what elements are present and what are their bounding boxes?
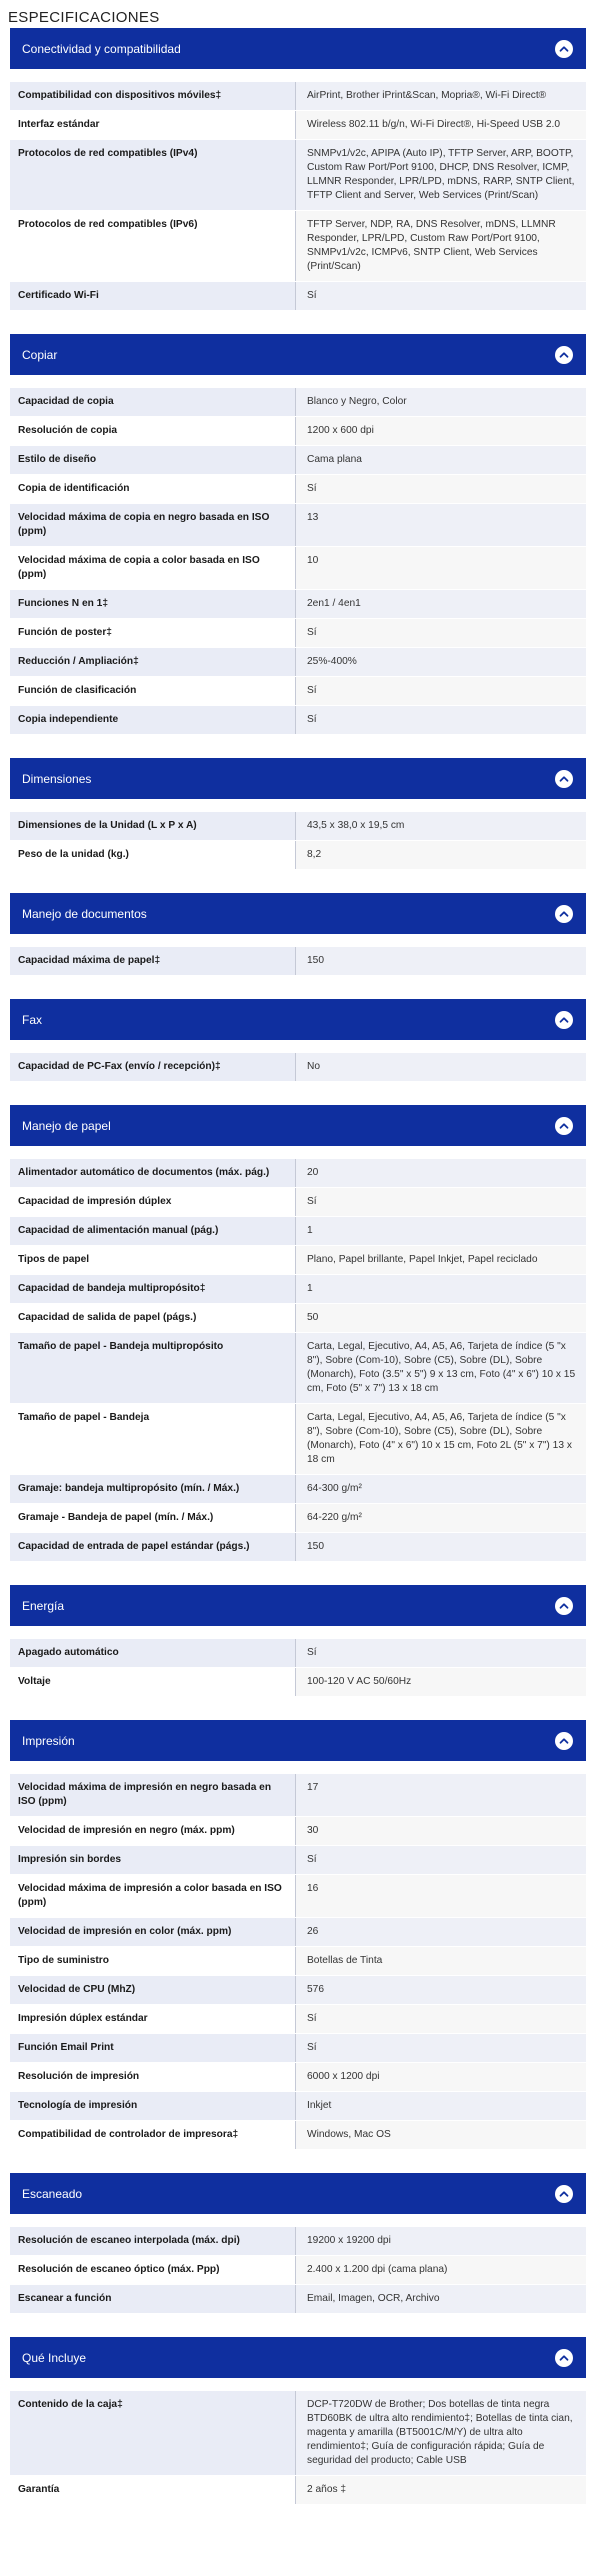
spec-row (10, 2034, 586, 2063)
spec-label: Protocolos de red compatibles (IPv4) (10, 140, 296, 210)
spec-row (10, 947, 586, 976)
spec-row (10, 1875, 586, 1918)
spec-label: Gramaje: bandeja multipropósito (mín. / Máx.) (10, 1475, 296, 1503)
spec-value: DCP-T720DW de Brother; Dos botellas de tinta negra BTD60BK de ultra alto rendimiento‡; Botellas de tinta cian, magenta y amarilla (BT5001C/M/Y) de ultra alto rendimiento‡; Guía de configuración rápida; Guía de seguridad del producto; Cable USB (296, 2391, 586, 2475)
spec-row (10, 1304, 586, 1333)
spec-label: Velocidad máxima de impresión a color basada en ISO (ppm) (10, 1875, 296, 1917)
spec-row (10, 1774, 586, 1817)
spec-row (10, 2391, 586, 2476)
spec-value: Sí (296, 282, 586, 310)
section-title: Impresión (22, 1733, 75, 1748)
section-spacer (0, 976, 596, 999)
spec-table (10, 1639, 586, 1697)
spec-value: Wireless 802.11 b/g/n, Wi-Fi Direct®, Hi-Speed USB 2.0 (296, 111, 586, 139)
spec-row (10, 140, 586, 211)
spec-label: Impresión dúplex estándar (10, 2005, 296, 2033)
section-spacer (0, 1562, 596, 1585)
spec-label: Función de poster‡ (10, 619, 296, 647)
spec-label: Protocolos de red compatibles (IPv6) (10, 211, 296, 281)
spec-row (10, 590, 586, 619)
spec-label: Dimensiones de la Unidad (L x P x A) (10, 812, 296, 840)
spec-row (10, 1188, 586, 1217)
spec-section (10, 758, 586, 870)
spec-label: Resolución de escaneo interpolada (máx. dpi) (10, 2227, 296, 2255)
spec-value: 50 (296, 1304, 586, 1332)
page-title: ESPECIFICACIONES (8, 9, 160, 26)
specifications-list (0, 28, 596, 2528)
spec-value: Inkjet (296, 2092, 586, 2120)
spec-row (10, 1275, 586, 1304)
spec-row (10, 706, 586, 735)
chevron-up-icon[interactable] (555, 2349, 573, 2367)
section-spacer (0, 2505, 596, 2528)
spec-section (10, 893, 586, 976)
spec-section (10, 334, 586, 735)
spec-value: 6000 x 1200 dpi (296, 2063, 586, 2091)
spec-value: 2en1 / 4en1 (296, 590, 586, 618)
spec-row (10, 2092, 586, 2121)
section-header[interactable] (10, 758, 586, 799)
spec-value: Blanco y Negro, Color (296, 388, 586, 416)
chevron-up-icon[interactable] (555, 905, 573, 923)
spec-label: Capacidad de bandeja multipropósito‡ (10, 1275, 296, 1303)
section-header[interactable] (10, 1720, 586, 1761)
section-title: Energía (22, 1598, 65, 1613)
spec-value: 30 (296, 1817, 586, 1845)
section-header[interactable] (10, 28, 586, 69)
spec-value: 150 (296, 947, 586, 975)
spec-value: Sí (296, 2034, 586, 2062)
spec-row (10, 1639, 586, 1668)
spec-label: Escanear a función (10, 2285, 296, 2313)
spec-value: 13 (296, 504, 586, 546)
spec-value: 2.400 x 1.200 dpi (cama plana) (296, 2256, 586, 2284)
spec-label: Velocidad máxima de copia a color basada en ISO (ppm) (10, 547, 296, 589)
section-title: Copiar (22, 347, 58, 362)
spec-row (10, 2063, 586, 2092)
spec-label: Velocidad de impresión en color (máx. ppm) (10, 1918, 296, 1946)
spec-section (10, 1105, 586, 1562)
section-header[interactable] (10, 1585, 586, 1626)
spec-value: Sí (296, 1188, 586, 1216)
spec-value: 1 (296, 1275, 586, 1303)
spec-row (10, 1053, 586, 1082)
chevron-up-icon[interactable] (555, 1597, 573, 1615)
spec-row (10, 841, 586, 870)
spec-label: Peso de la unidad (kg.) (10, 841, 296, 869)
spec-value: Windows, Mac OS (296, 2121, 586, 2149)
spec-section (10, 2173, 586, 2314)
spec-row (10, 2256, 586, 2285)
spec-value: Cama plana (296, 446, 586, 474)
spec-row (10, 475, 586, 504)
spec-row (10, 648, 586, 677)
spec-row (10, 504, 586, 547)
chevron-up-icon[interactable] (555, 1117, 573, 1135)
spec-row (10, 1976, 586, 2005)
chevron-up-icon[interactable] (555, 40, 573, 58)
spec-value: Botellas de Tinta (296, 1947, 586, 1975)
spec-label: Garantía (10, 2476, 296, 2504)
spec-row (10, 388, 586, 417)
section-header[interactable] (10, 1105, 586, 1146)
spec-label: Velocidad máxima de copia en negro basada en ISO (ppm) (10, 504, 296, 546)
spec-row (10, 1533, 586, 1562)
spec-value: Sí (296, 706, 586, 734)
spec-value: 16 (296, 1875, 586, 1917)
spec-label: Velocidad de impresión en negro (máx. ppm) (10, 1817, 296, 1845)
spec-row (10, 2227, 586, 2256)
spec-value: No (296, 1053, 586, 1081)
spec-label: Funciones N en 1‡ (10, 590, 296, 618)
spec-row (10, 2121, 586, 2150)
spec-row (10, 1217, 586, 1246)
spec-value: 43,5 x 38,0 x 19,5 cm (296, 812, 586, 840)
chevron-up-icon[interactable] (555, 1011, 573, 1029)
spec-value: Plano, Papel brillante, Papel Inkjet, Papel reciclado (296, 1246, 586, 1274)
spec-row (10, 1504, 586, 1533)
spec-label: Alimentador automático de documentos (máx. pág.) (10, 1159, 296, 1187)
spec-value: Sí (296, 2005, 586, 2033)
spec-value: 17 (296, 1774, 586, 1816)
spec-value: Sí (296, 677, 586, 705)
spec-row (10, 677, 586, 706)
spec-row (10, 446, 586, 475)
spec-row (10, 417, 586, 446)
chevron-up-icon[interactable] (555, 1732, 573, 1750)
spec-value: 2 años ‡ (296, 2476, 586, 2504)
spec-value: 1200 x 600 dpi (296, 417, 586, 445)
spec-value: 26 (296, 1918, 586, 1946)
spec-label: Capacidad de entrada de papel estándar (págs.) (10, 1533, 296, 1561)
section-title: Escaneado (22, 2186, 83, 2201)
spec-label: Resolución de copia (10, 417, 296, 445)
spec-label: Contenido de la caja‡ (10, 2391, 296, 2475)
spec-row (10, 1333, 586, 1404)
spec-label: Compatibilidad de controlador de impresora‡ (10, 2121, 296, 2149)
spec-table (10, 1053, 586, 1082)
spec-row (10, 1846, 586, 1875)
spec-row (10, 2005, 586, 2034)
spec-value: Carta, Legal, Ejecutivo, A4, A5, A6, Tarjeta de índice (5 "x 8"), Sobre (Com-10), Sobre (C5), Sobre (DL), Sobre (Monarch), Foto (3.5" x 5") 9 x 13 cm, Foto (4" x 6") 10 x 15 cm, Foto (5" x 7") 13 x 18 cm (296, 1333, 586, 1403)
spec-table (10, 812, 586, 870)
spec-label: Capacidad de PC-Fax (envío / recepción)‡ (10, 1053, 296, 1081)
spec-label: Resolución de escaneo óptico (máx. Ppp) (10, 2256, 296, 2284)
spec-section (10, 1585, 586, 1697)
spec-value: Sí (296, 1639, 586, 1667)
spec-label: Voltaje (10, 1668, 296, 1696)
section-header[interactable] (10, 893, 586, 934)
spec-value: 19200 x 19200 dpi (296, 2227, 586, 2255)
spec-section (10, 1720, 586, 2150)
spec-label: Copia de identificación (10, 475, 296, 503)
section-spacer (0, 311, 596, 334)
chevron-up-icon[interactable] (555, 2185, 573, 2203)
spec-row (10, 1246, 586, 1275)
spec-value: Sí (296, 475, 586, 503)
spec-value: 25%-400% (296, 648, 586, 676)
section-title: Manejo de papel (22, 1118, 111, 1133)
spec-label: Tamaño de papel - Bandeja (10, 1404, 296, 1474)
spec-table (10, 388, 586, 735)
spec-value: Carta, Legal, Ejecutivo, A4, A5, A6, Tarjeta de índice (5 "x 8"), Sobre (Com-10), Sobre (C5), Sobre (DL), Sobre (Monarch), Foto (4" x 6") 10 x 15 cm, Foto 2L (5" x 7") 13 x 18 cm (296, 1404, 586, 1474)
spec-label: Tipo de suministro (10, 1947, 296, 1975)
spec-label: Capacidad máxima de papel‡ (10, 947, 296, 975)
spec-value: Sí (296, 619, 586, 647)
chevron-up-icon[interactable] (555, 346, 573, 364)
section-title: Dimensiones (22, 771, 92, 786)
section-spacer (0, 1697, 596, 1720)
spec-section (10, 999, 586, 1082)
spec-label: Capacidad de salida de papel (págs.) (10, 1304, 296, 1332)
section-title: Manejo de documentos (22, 906, 147, 921)
spec-value: TFTP Server, NDP, RA, DNS Resolver, mDNS, LLMNR Responder, LPR/LPD, Custom Raw Port/Port 9100, SNMPv1/v2c, ICMPv6, SNTP Client, Web Services (Print/Scan) (296, 211, 586, 281)
spec-label: Compatibilidad con dispositivos móviles‡ (10, 82, 296, 110)
spec-row (10, 1404, 586, 1475)
spec-label: Impresión sin bordes (10, 1846, 296, 1874)
section-title: Conectividad y compatibilidad (22, 41, 181, 56)
spec-label: Estilo de diseño (10, 446, 296, 474)
spec-label: Gramaje - Bandeja de papel (mín. / Máx.) (10, 1504, 296, 1532)
section-spacer (0, 1082, 596, 1105)
spec-value: 64-300 g/m² (296, 1475, 586, 1503)
spec-table (10, 1159, 586, 1562)
spec-value: 100-120 V AC 50/60Hz (296, 1668, 586, 1696)
spec-label: Tamaño de papel - Bandeja multipropósito (10, 1333, 296, 1403)
spec-table (10, 82, 586, 311)
spec-row (10, 1159, 586, 1188)
spec-value: 1 (296, 1217, 586, 1245)
spec-row (10, 1817, 586, 1846)
spec-label: Función Email Print (10, 2034, 296, 2062)
section-spacer (0, 2150, 596, 2173)
section-header[interactable] (10, 334, 586, 375)
spec-section (10, 28, 586, 311)
spec-row (10, 1668, 586, 1697)
spec-row (10, 1918, 586, 1947)
spec-value: 10 (296, 547, 586, 589)
section-header[interactable] (10, 999, 586, 1040)
spec-row (10, 812, 586, 841)
spec-table (10, 947, 586, 976)
spec-label: Velocidad de CPU (MhZ) (10, 1976, 296, 2004)
spec-label: Velocidad máxima de impresión en negro basada en ISO (ppm) (10, 1774, 296, 1816)
spec-row (10, 82, 586, 111)
spec-row (10, 111, 586, 140)
section-spacer (0, 870, 596, 893)
spec-row (10, 211, 586, 282)
spec-label: Tecnología de impresión (10, 2092, 296, 2120)
spec-row (10, 2285, 586, 2314)
section-header[interactable] (10, 2173, 586, 2214)
spec-label: Reducción / Ampliación‡ (10, 648, 296, 676)
spec-label: Certificado Wi-Fi (10, 282, 296, 310)
spec-value: 20 (296, 1159, 586, 1187)
spec-value: 8,2 (296, 841, 586, 869)
spec-row (10, 1947, 586, 1976)
spec-table (10, 1774, 586, 2150)
spec-section (10, 2337, 586, 2505)
spec-row (10, 2476, 586, 2505)
spec-row (10, 547, 586, 590)
spec-value: Sí (296, 1846, 586, 1874)
spec-value: 150 (296, 1533, 586, 1561)
spec-table (10, 2227, 586, 2314)
spec-label: Interfaz estándar (10, 111, 296, 139)
spec-label: Tipos de papel (10, 1246, 296, 1274)
spec-value: 64-220 g/m² (296, 1504, 586, 1532)
spec-label: Función de clasificación (10, 677, 296, 705)
section-spacer (0, 2314, 596, 2337)
spec-value: 576 (296, 1976, 586, 2004)
section-header[interactable] (10, 2337, 586, 2378)
chevron-up-icon[interactable] (555, 770, 573, 788)
section-title: Qué Incluye (22, 2350, 87, 2365)
spec-table (10, 2391, 586, 2505)
spec-label: Capacidad de copia (10, 388, 296, 416)
spec-label: Apagado automático (10, 1639, 296, 1667)
section-title: Fax (22, 1012, 43, 1027)
spec-row (10, 619, 586, 648)
spec-label: Capacidad de alimentación manual (pág.) (10, 1217, 296, 1245)
spec-label: Resolución de impresión (10, 2063, 296, 2091)
spec-value: AirPrint, Brother iPrint&Scan, Mopria®, Wi-Fi Direct® (296, 82, 586, 110)
spec-label: Copia independiente (10, 706, 296, 734)
spec-value: Email, Imagen, OCR, Archivo (296, 2285, 586, 2313)
section-spacer (0, 735, 596, 758)
spec-label: Capacidad de impresión dúplex (10, 1188, 296, 1216)
spec-row (10, 1475, 586, 1504)
spec-value: SNMPv1/v2c, APIPA (Auto IP), TFTP Server, ARP, BOOTP, Custom Raw Port/Port 9100, DHCP, DNS Resolver, ICMP, LLMNR Responder, LPR/LPD, mDNS, RARP, SNTP Client, TFTP Client and Server, Web Services (Print/Scan) (296, 140, 586, 210)
spec-row (10, 282, 586, 311)
